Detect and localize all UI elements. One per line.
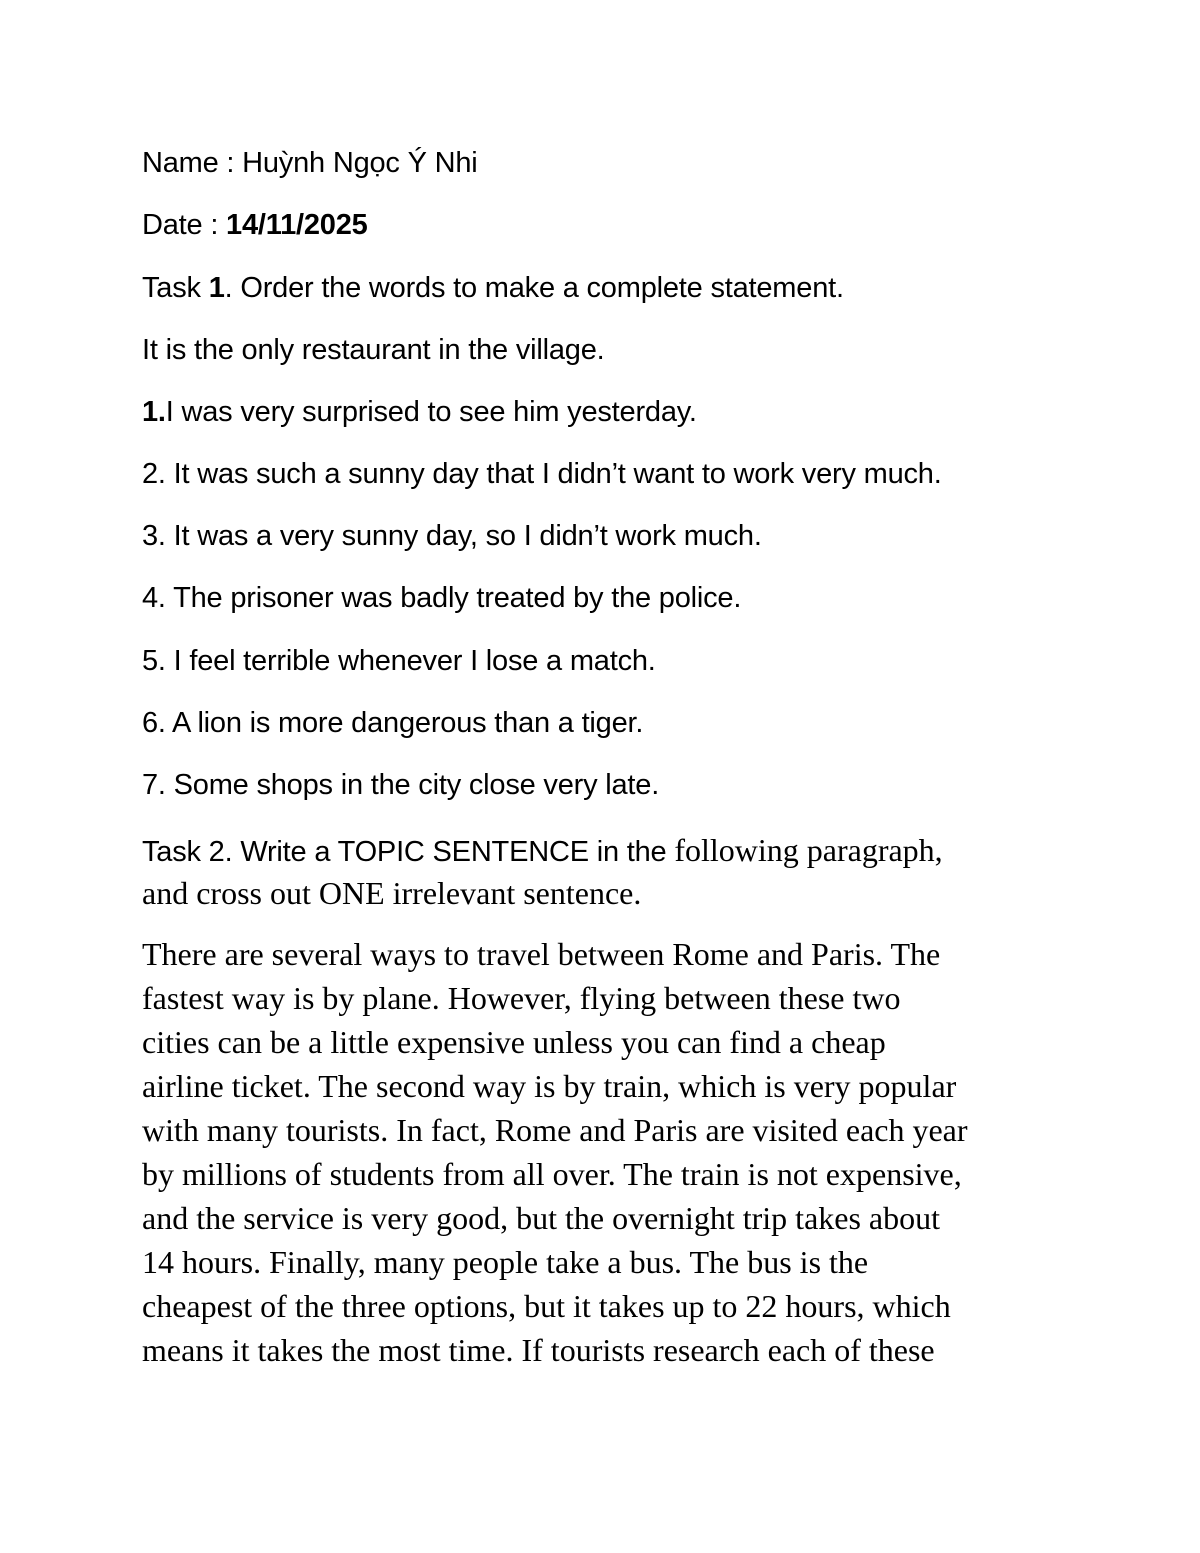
name-label: Name :: [142, 147, 243, 179]
task1-item-2: 2. It was such a sunny day that I didn’t want to work very much.: [142, 458, 942, 490]
paragraph-line: and the service is very good, but the overnight trip takes about: [142, 1200, 941, 1236]
name-line: [142, 146, 478, 180]
paragraph-line: with many tourists. In fact, Rome and Paris are visited each year: [142, 1112, 968, 1148]
paragraph-line: cities can be a little expensive unless you can find a cheap: [142, 1024, 886, 1060]
paragraph-line: fastest way is by plane. However, flying between these two: [142, 980, 901, 1016]
date-label: Date :: [142, 209, 227, 241]
item-number: 1.: [142, 396, 166, 428]
task1-item-4: 4. The prisoner was badly treated by the police.: [142, 582, 742, 614]
task1-title-rest: . Order the words to make a complete statement.: [224, 272, 844, 304]
date-value: 14/11/2025: [226, 209, 368, 241]
task2-title-line-1: [142, 828, 943, 872]
task2-title-line-2: and cross out ONE irrelevant sentence.: [142, 875, 642, 911]
student-name: Huỳnh Ngọc Ý Nhi: [242, 147, 478, 179]
paragraph-line: cheapest of the three options, but it takes up to 22 hours, which: [142, 1288, 951, 1324]
task1-item-3: 3. It was a very sunny day, so I didn’t work much.: [142, 520, 762, 552]
paragraph-line: by millions of students from all over. The train is not expensive,: [142, 1156, 962, 1192]
task1-item-5: 5. I feel terrible whenever I lose a match.: [142, 645, 656, 677]
item-text: I was very surprised to see him yesterday.: [165, 396, 697, 428]
task1-item-1: [142, 395, 697, 429]
task1-title-prefix: Task: [142, 272, 209, 304]
task2-paragraph: [142, 932, 1062, 1372]
paragraph-line: There are several ways to travel between Rome and Paris. The: [142, 936, 941, 972]
task1-title-number: 1: [208, 272, 225, 304]
date-line: [142, 208, 368, 242]
task1-title: [142, 271, 844, 305]
paragraph-line: airline ticket. The second way is by train, which is very popular: [142, 1068, 957, 1104]
task1-item-7: 7. Some shops in the city close very late.: [142, 769, 660, 801]
paragraph-line: means it takes the most time. If tourists research each of these: [142, 1332, 935, 1368]
task2-title-sans: Task 2. Write a TOPIC SENTENCE in the: [142, 836, 675, 868]
task2-title-serif: following paragraph,: [674, 832, 943, 868]
task1-item-6: 6. A lion is more dangerous than a tiger.: [142, 707, 644, 739]
task1-example: It is the only restaurant in the village.: [142, 334, 605, 366]
paragraph-line: 14 hours. Finally, many people take a bus. The bus is the: [142, 1244, 869, 1280]
